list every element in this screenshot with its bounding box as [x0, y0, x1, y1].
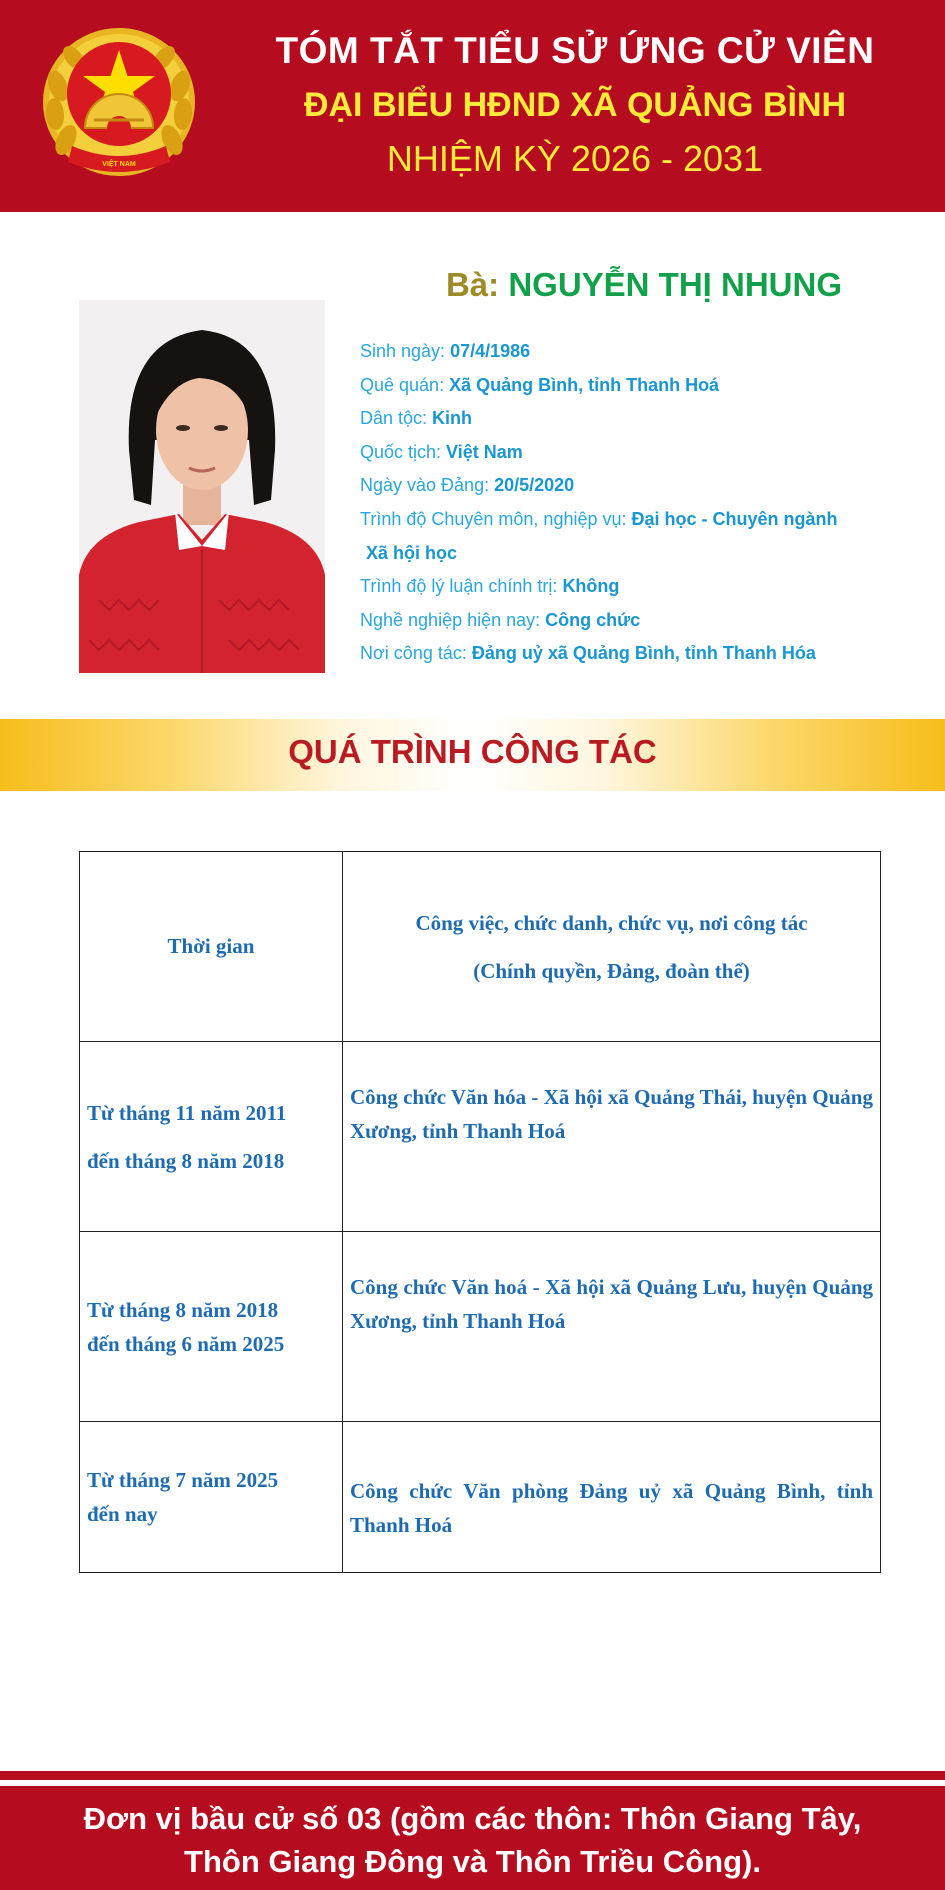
info-education: Trình độ Chuyên môn, nghiệp vụ: Đại học - Chuyên ngành [360, 508, 838, 529]
candidate-info [360, 338, 920, 674]
header-term: NHIỆM KỲ 2026 - 2031 [386, 138, 764, 179]
header-time: Thời gian [80, 852, 343, 1042]
work-history-table [79, 851, 881, 1573]
svg-text:VIỆT NAM: VIỆT NAM [102, 161, 136, 168]
candidate-portrait [79, 300, 325, 673]
table-row [80, 1232, 881, 1422]
row-description: Công chức Văn hoá - Xã hội xã Quảng Lưu, huyện Quảng Xương, tỉnh Thanh Hoá [343, 1232, 881, 1422]
row-time: Từ tháng 7 năm 2025 đến nay [80, 1422, 343, 1573]
info-education-cont: Xã hội học [366, 542, 458, 563]
section-title: QUÁ TRÌNH CÔNG TÁC [288, 733, 657, 770]
row-time: Từ tháng 8 năm 2018 đến tháng 6 năm 2025 [80, 1232, 343, 1422]
row-description: Công chức Văn phòng Đảng uỷ xã Quảng Bình, tỉnh Thanh Hoá [343, 1422, 881, 1573]
info-hometown: Quê quán: Xã Quảng Bình, tỉnh Thanh Hoá [360, 374, 720, 395]
table-row [80, 1042, 881, 1232]
info-politics: Trình độ lý luận chính trị: Không [360, 576, 620, 597]
footer-constituency: Đơn vị bầu cử số 03 (gồm các thôn: Thôn Giang Tây, Thôn Giang Đông và Thôn Triều Công). [83, 1801, 862, 1879]
info-nationality: Quốc tịch: Việt Nam [360, 441, 523, 462]
candidate-title: Bà: [445, 266, 500, 303]
table-header-row [80, 852, 881, 1042]
national-emblem-icon [38, 16, 200, 182]
info-occupation: Nghề nghiệp hiện nay: Công chức [360, 609, 641, 630]
row-description: Công chức Văn hóa - Xã hội xã Quảng Thái, huyện Quảng Xương, tỉnh Thanh Hoá [343, 1042, 881, 1232]
header-description: Công việc, chức danh, chức vụ, nơi công tác (Chính quyền, Đảng, đoàn thể) [343, 852, 881, 1042]
info-party-date: Ngày vào Đảng: 20/5/2020 [360, 475, 575, 496]
header-title-line2: ĐẠI BIỂU HĐND XÃ QUẢNG BÌNH [303, 86, 847, 124]
info-birth: Sinh ngày: 07/4/1986 [360, 341, 531, 361]
footer-divider [0, 1771, 945, 1780]
info-ethnicity: Dân tộc: Kinh [360, 408, 473, 429]
row-time: Từ tháng 11 năm 2011 đến tháng 8 năm 2018 [80, 1042, 343, 1232]
header-title-line1: TÓM TẮT TIỂU SỬ ỨNG CỬ VIÊN [275, 30, 875, 71]
table-row [80, 1422, 881, 1573]
candidate-name: NGUYỄN THỊ NHUNG [508, 266, 843, 303]
info-workplace: Nơi công tác: Đảng uỷ xã Quảng Bình, tỉnh Thanh Hóa [360, 643, 816, 664]
candidate-name-row [330, 266, 945, 304]
